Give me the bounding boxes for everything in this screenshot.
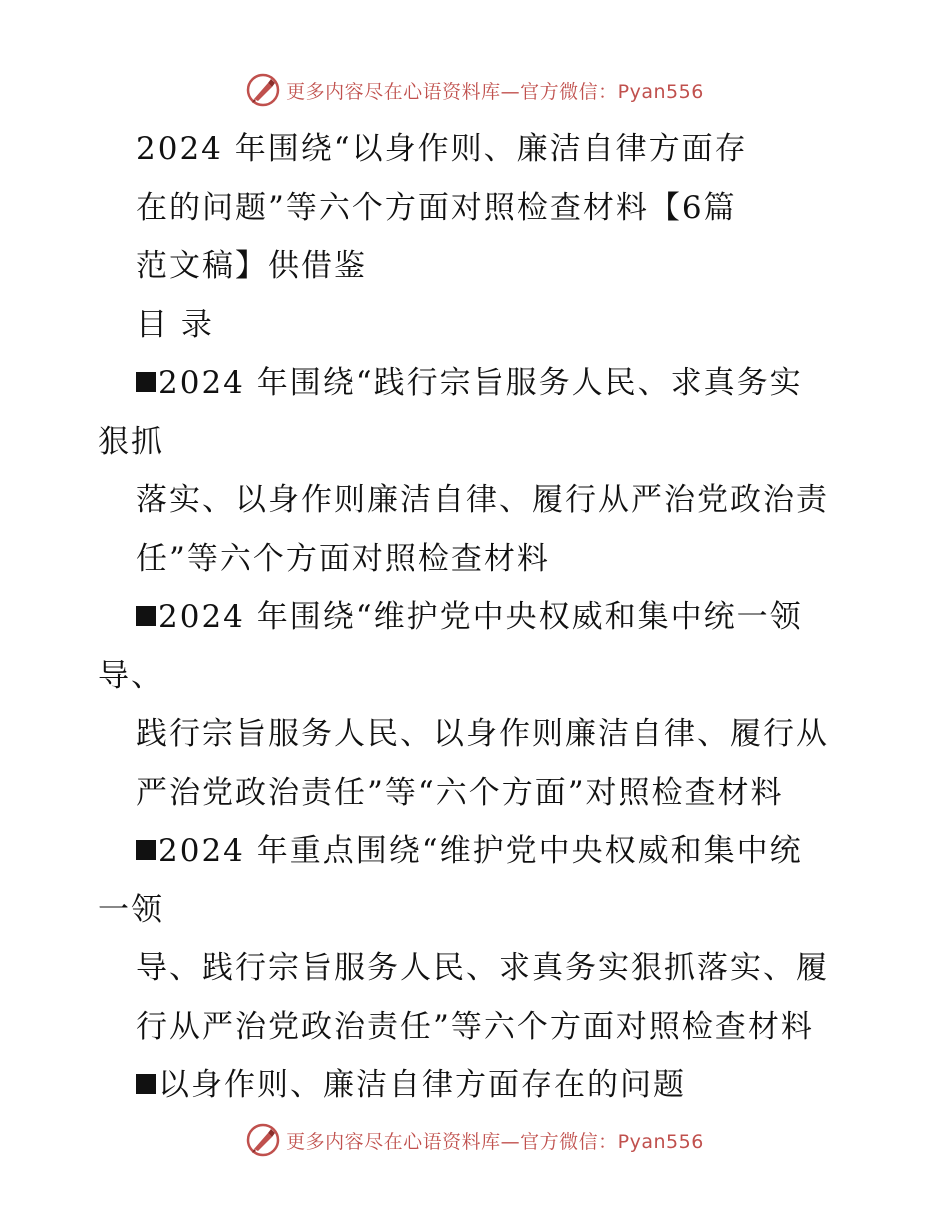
- toc-item-line: 一领: [98, 891, 164, 928]
- footer-watermark: [0, 1120, 950, 1160]
- toc-item-line: 落实、以身作则廉洁自律、履行从严治党政治责: [136, 482, 829, 518]
- toc-item-text: 2024 年重点围绕“维护党中央权威和集中统: [158, 833, 803, 869]
- bullet-square-icon: [136, 606, 156, 626]
- document-body: [98, 120, 858, 1115]
- toc-item-line: 行从严治党政治责任”等六个方面对照检查材料: [136, 1008, 814, 1045]
- toc-item-text: 2024 年围绕“维护党中央权威和集中统一领: [158, 599, 803, 635]
- pen-logo-icon: [246, 73, 280, 107]
- bullet-square-icon: [136, 372, 156, 392]
- toc-heading: 目 录: [136, 306, 214, 343]
- toc-item-line: [98, 1056, 858, 1115]
- title-line: 2024 年围绕“以身作则、廉洁自律方面存: [136, 131, 748, 167]
- toc-item-text: 2024 年围绕“践行宗旨服务人民、求真务实: [158, 365, 803, 401]
- toc-item-line: [98, 588, 858, 647]
- toc-item-line: 导、践行宗旨服务人民、求真务实狠抓落实、履: [136, 950, 829, 986]
- watermark-text: 更多内容尽在心语资料库—官方微信：Pyan556: [286, 1130, 704, 1153]
- toc-item-line: 导、: [98, 657, 164, 694]
- header-watermark: [0, 70, 950, 110]
- bullet-square-icon: [136, 1074, 156, 1094]
- bullet-square-icon: [136, 840, 156, 860]
- pen-logo-icon: [246, 1123, 280, 1157]
- title-line: 在的问题”等六个方面对照检查材料【6篇: [136, 189, 737, 226]
- toc-item-line: 狠抓: [98, 423, 164, 460]
- toc-item-line: 践行宗旨服务人民、以身作则廉洁自律、履行从: [136, 716, 829, 752]
- toc-item-line: [98, 354, 858, 413]
- toc-item-line: 任”等六个方面对照检查材料: [136, 540, 550, 577]
- title-line: 范文稿】供借鉴: [136, 248, 367, 284]
- toc-item-line: 严治党政治责任”等“六个方面”对照检查材料: [136, 774, 784, 811]
- watermark-text: 更多内容尽在心语资料库—官方微信：Pyan556: [286, 80, 704, 103]
- toc-item-text: 以身作则、廉洁自律方面存在的问题: [158, 1067, 686, 1103]
- toc-item-line: [98, 822, 858, 881]
